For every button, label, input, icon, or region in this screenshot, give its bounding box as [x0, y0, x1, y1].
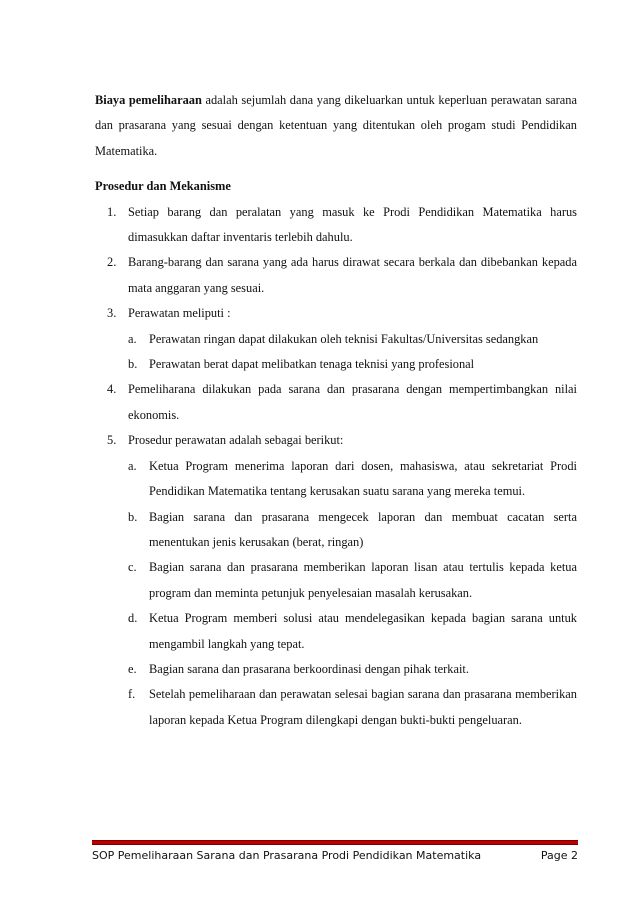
sub-list-item [128, 555, 577, 606]
intro-bold-term: Biaya pemeliharaan [95, 93, 202, 107]
sub-list-item [128, 327, 577, 352]
sub-list-letter: c. [128, 560, 137, 575]
list-item [95, 200, 577, 251]
sub-list-item [128, 505, 577, 556]
sub-list-letter: b. [128, 357, 138, 372]
list-item [95, 428, 577, 733]
sub-list-item-text: Bagian sarana dan prasarana berkoordinasi dengan pihak terkait. [149, 661, 469, 676]
list-item [95, 377, 577, 428]
list-item-text: Prosedur perawatan adalah sebagai berikut: [128, 433, 344, 448]
sub-list-item [128, 682, 577, 733]
list-number: 4. [107, 382, 117, 397]
sub-list-letter: b. [128, 509, 138, 524]
sub-list [128, 327, 577, 378]
list-item-text: Pemeliharana dilakukan pada sarana dan prasarana dengan mempertimbangkan nilai ekonomis. [128, 382, 577, 422]
intro-text: adalah sejumlah dana yang dikeluarkan untuk keperluan perawatan sarana dan prasarana yang sesuai dengan ketentuan yang ditentukan oleh progam studi Pendidikan Matematika. [95, 93, 578, 158]
sub-list-item [128, 454, 577, 505]
sub-list-letter: d. [128, 611, 138, 626]
section-heading: Prosedur dan Mekanisme [95, 179, 231, 194]
list-number: 2. [107, 255, 117, 270]
list-item-text: Barang-barang dan sarana yang ada harus dirawat secara berkala dan dibebankan kepada mata anggaran yang sesuai. [128, 255, 577, 295]
document-body [95, 88, 577, 733]
sub-list-letter: f. [128, 687, 136, 702]
sub-list-item-text: Perawatan berat dapat melibatkan tenaga teknisi yang profesional [149, 357, 475, 372]
footer-divider [92, 840, 578, 845]
sub-list-item-text: Bagian sarana dan prasarana memberikan laporan lisan atau tertulis kepada ketua program dan meminta petunjuk penyelesaian masalah kerusakan. [149, 560, 577, 600]
list-item-text: Perawatan meliputi : [128, 306, 231, 321]
sub-list-item-text: Ketua Program menerima laporan dari dosen, mahasiswa, atau sekretariat Prodi Pendidikan Matematika tentang kerusakan suatu sarana yang mereka temui. [149, 458, 577, 499]
sub-list-item-text: Bagian sarana dan prasarana mengecek laporan dan membuat cacatan serta menentukan jenis kerusakan (berat, ringan) [149, 509, 577, 549]
list-number: 3. [107, 306, 117, 321]
list-item-text: Setiap barang dan peralatan yang masuk ke Prodi Pendidikan Matematika harus dimasukkan daftar inventaris terlebih dahulu. [128, 204, 577, 245]
sub-list-item-text: Setelah pemeliharaan dan perawatan selesai bagian sarana dan prasarana memberikan laporan kepada Ketua Program dilengkapi dengan bukti-bukti pengeluaran. [149, 687, 577, 727]
sub-list-letter: a. [128, 458, 137, 473]
sub-list-item [128, 606, 577, 657]
list-item [95, 301, 577, 377]
sub-list-item [128, 352, 577, 377]
sub-list-letter: e. [128, 661, 137, 676]
sub-list-item [128, 657, 577, 682]
sub-list-item-text: Perawatan ringan dapat dilakukan oleh teknisi Fakultas/Universitas sedangkan [149, 331, 539, 346]
footer-title: SOP Pemeliharaan Sarana dan Prasarana Prodi Pendidikan Matematika [92, 849, 482, 862]
sub-list-letter: a. [128, 331, 137, 346]
sub-list-item-text: Ketua Program memberi solusi atau mendelegasikan kepada bagian sarana untuk mengambil langkah yang tepat. [149, 611, 577, 651]
page-number: Page 2 [540, 849, 578, 862]
procedure-list [95, 200, 577, 734]
intro-paragraph [95, 88, 577, 164]
list-number: 1. [107, 204, 117, 219]
list-item [95, 250, 577, 301]
sub-list [128, 454, 577, 733]
list-number: 5. [107, 433, 117, 448]
